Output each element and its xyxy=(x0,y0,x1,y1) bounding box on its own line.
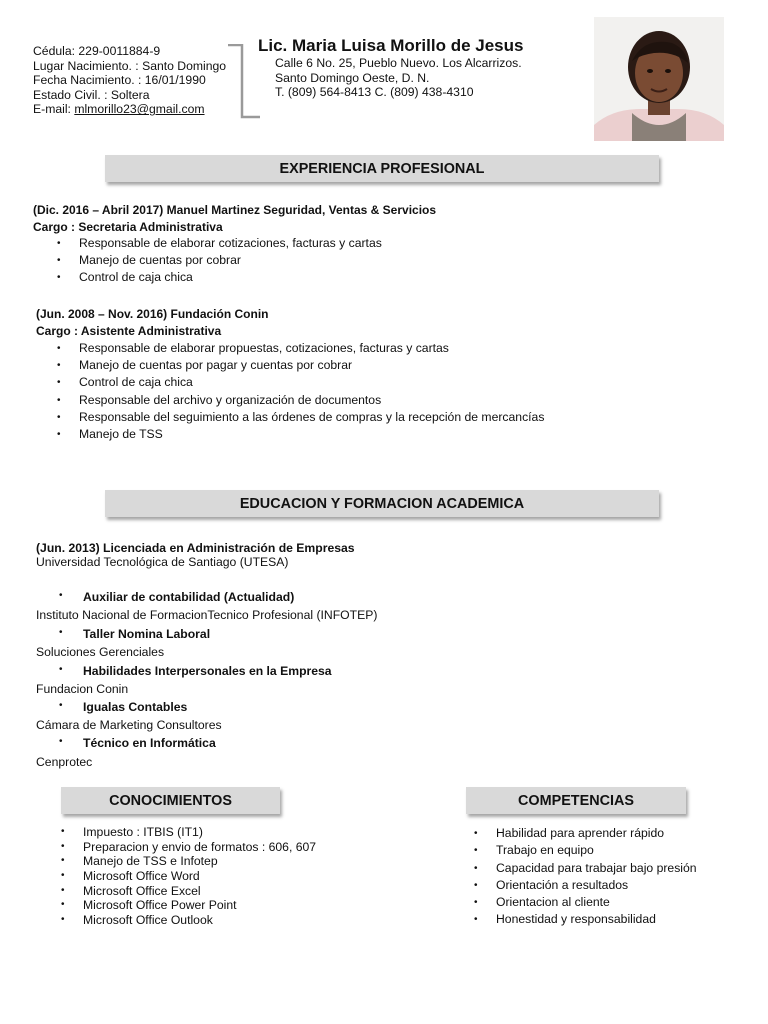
list-item xyxy=(474,911,697,928)
bullet-icon: • xyxy=(474,862,478,874)
email-label: E-mail: xyxy=(33,102,75,117)
bullet-icon: • xyxy=(57,255,61,267)
bullet-icon: • xyxy=(61,840,65,852)
list-item xyxy=(57,374,544,391)
list-item xyxy=(474,894,697,911)
bullet-icon: • xyxy=(59,590,63,601)
course-title xyxy=(59,590,295,604)
job-1-role: Cargo : Secretaria Administrativa xyxy=(33,220,223,234)
course-title xyxy=(59,700,188,714)
course-title-text: Igualas Contables xyxy=(83,700,188,714)
bullet-icon: • xyxy=(57,411,61,423)
course-title-text: Técnico en Informática xyxy=(83,736,216,750)
skill-text: Microsoft Office Excel xyxy=(83,883,201,898)
section-experience-title: EXPERIENCIA PROFESIONAL xyxy=(279,160,485,177)
civil-status: Estado Civil. : Soltera xyxy=(33,87,150,102)
list-item xyxy=(57,409,545,426)
list-item xyxy=(57,269,382,286)
course-institution: Fundacion Conin xyxy=(36,682,129,696)
personal-info xyxy=(33,44,226,117)
course-institution: Instituto Nacional de FormacionTecnico Profesional (INFOTEP) xyxy=(36,608,378,622)
email-link[interactable]: mlmorillo23@gmail.com xyxy=(74,102,205,117)
list-item xyxy=(61,825,316,840)
bullet-icon: • xyxy=(57,377,61,389)
degree-title: (Jun. 2013) Licenciada en Administración de Empresas xyxy=(36,541,355,555)
phone-numbers: T. (809) 564-8413 C. (809) 438-4310 xyxy=(275,85,474,100)
skill-text: Microsoft Office Word xyxy=(83,869,200,884)
section-competencies-title: COMPETENCIAS xyxy=(518,792,634,809)
address-line2: Santo Domingo Oeste, D. N. xyxy=(275,70,430,85)
competency-text: Capacidad para trabajar bajo presión xyxy=(496,860,697,875)
list-item xyxy=(474,877,697,894)
course-title-text: Taller Nomina Laboral xyxy=(83,627,211,641)
bullet-icon: • xyxy=(57,238,61,249)
course-institution: Soluciones Gerenciales xyxy=(36,645,165,659)
task-text: Control de caja chica xyxy=(79,375,193,390)
skill-text: Preparacion y envio de formatos : 606, 607 xyxy=(83,839,317,854)
bracket-divider xyxy=(226,44,262,120)
section-competencies-header xyxy=(466,787,686,814)
bullet-icon: • xyxy=(59,627,63,638)
birthplace: Lugar Nacimiento. : Santo Domingo xyxy=(33,58,227,73)
bullet-icon: • xyxy=(474,845,478,857)
task-text: Responsable de elaborar cotizaciones, facturas y cartas xyxy=(79,236,382,250)
list-item xyxy=(61,869,316,884)
bullet-icon: • xyxy=(59,700,63,711)
bullet-icon: • xyxy=(474,879,478,891)
competencies-list xyxy=(474,825,697,929)
task-text: Responsable del archivo y organización de documentos xyxy=(79,392,382,407)
list-item xyxy=(474,842,697,859)
list-item xyxy=(57,235,382,252)
competency-text: Honestidad y responsabilidad xyxy=(496,912,656,927)
course-institution: Cámara de Marketing Consultores xyxy=(36,718,222,732)
course-title xyxy=(59,627,211,641)
competency-text: Habilidad para aprender rápido xyxy=(496,826,665,840)
job-1-title: (Dic. 2016 – Abril 2017) Manuel Martinez Seguridad, Ventas & Servicios xyxy=(33,203,437,217)
birthdate: Fecha Nacimiento. : 16/01/1990 xyxy=(33,73,206,88)
section-knowledge-title: CONOCIMIENTOS xyxy=(109,792,232,809)
list-item xyxy=(57,252,382,269)
email-line xyxy=(33,102,226,117)
task-text: Control de caja chica xyxy=(79,270,193,285)
bullet-icon: • xyxy=(57,394,61,406)
course-institution: Cenprotec xyxy=(36,755,93,769)
competency-text: Orientacion al cliente xyxy=(496,895,610,910)
bullet-icon: • xyxy=(57,428,61,440)
contact-address xyxy=(275,56,522,100)
bullet-icon: • xyxy=(61,826,65,837)
bullet-icon: • xyxy=(57,360,61,372)
list-item xyxy=(61,854,316,869)
task-text: Responsable de elaborar propuestas, cotizaciones, facturas y cartas xyxy=(79,341,449,355)
list-item xyxy=(57,357,544,374)
bullet-icon: • xyxy=(59,664,63,675)
bullet-icon: • xyxy=(474,897,478,909)
bullet-icon: • xyxy=(61,899,65,911)
list-item xyxy=(61,898,316,913)
course-title xyxy=(59,736,216,750)
task-text: Manejo de TSS xyxy=(79,426,163,441)
list-item xyxy=(57,340,544,357)
profile-photo xyxy=(594,17,724,141)
job-2-role: Cargo : Asistente Administrativa xyxy=(36,324,222,338)
section-education-header xyxy=(105,490,659,517)
list-item xyxy=(57,392,544,409)
skill-text: Microsoft Office Outlook xyxy=(83,913,213,928)
competency-text: Orientación a resultados xyxy=(496,877,629,892)
course-title-text: Auxiliar de contabilidad (Actualidad) xyxy=(83,590,295,604)
skill-text: Manejo de TSS e Infotep xyxy=(83,854,218,869)
degree-university: Universidad Tecnológica de Santiago (UTESA) xyxy=(36,555,289,569)
bullet-icon: • xyxy=(474,914,478,926)
task-text: Responsable del seguimiento a las órdenes de compras y la recepción de mercancías xyxy=(79,409,545,424)
bullet-icon: • xyxy=(474,828,478,839)
competency-text: Trabajo en equipo xyxy=(496,843,594,858)
skill-text: Microsoft Office Power Point xyxy=(83,898,237,913)
list-item xyxy=(474,860,697,877)
bullet-icon: • xyxy=(57,343,61,354)
skill-text: Impuesto : ITBIS (IT1) xyxy=(83,825,203,839)
section-education-title: EDUCACION Y FORMACION ACADEMICA xyxy=(239,495,525,512)
list-item xyxy=(474,825,697,842)
list-item xyxy=(61,883,316,899)
list-item xyxy=(57,426,544,443)
job-2-tasks xyxy=(57,340,545,443)
course-title-text: Habilidades Interpersonales en la Empresa xyxy=(83,664,332,678)
list-item xyxy=(61,839,317,855)
bullet-icon: • xyxy=(59,736,63,747)
bullet-icon: • xyxy=(61,914,65,926)
knowledge-list xyxy=(61,825,317,928)
course-title xyxy=(59,664,332,678)
cedula: Cédula: 229-0011884-9 xyxy=(33,44,161,58)
job-1-tasks xyxy=(57,235,382,287)
section-experience-header xyxy=(105,155,659,182)
job-2-title: (Jun. 2008 – Nov. 2016) Fundación Conin xyxy=(36,307,269,321)
bullet-icon: • xyxy=(61,855,65,867)
address-line1: Calle 6 No. 25, Pueblo Nuevo. Los Alcarrizos. xyxy=(275,56,522,70)
task-text: Manejo de cuentas por cobrar xyxy=(79,253,241,268)
section-knowledge-header xyxy=(61,787,280,814)
candidate-name: Lic. Maria Luisa Morillo de Jesus xyxy=(258,36,524,55)
bullet-icon: • xyxy=(61,870,65,882)
bullet-icon: • xyxy=(61,884,65,896)
task-text: Manejo de cuentas por pagar y cuentas por cobrar xyxy=(79,358,353,373)
bullet-icon: • xyxy=(57,272,61,284)
list-item xyxy=(61,913,316,928)
